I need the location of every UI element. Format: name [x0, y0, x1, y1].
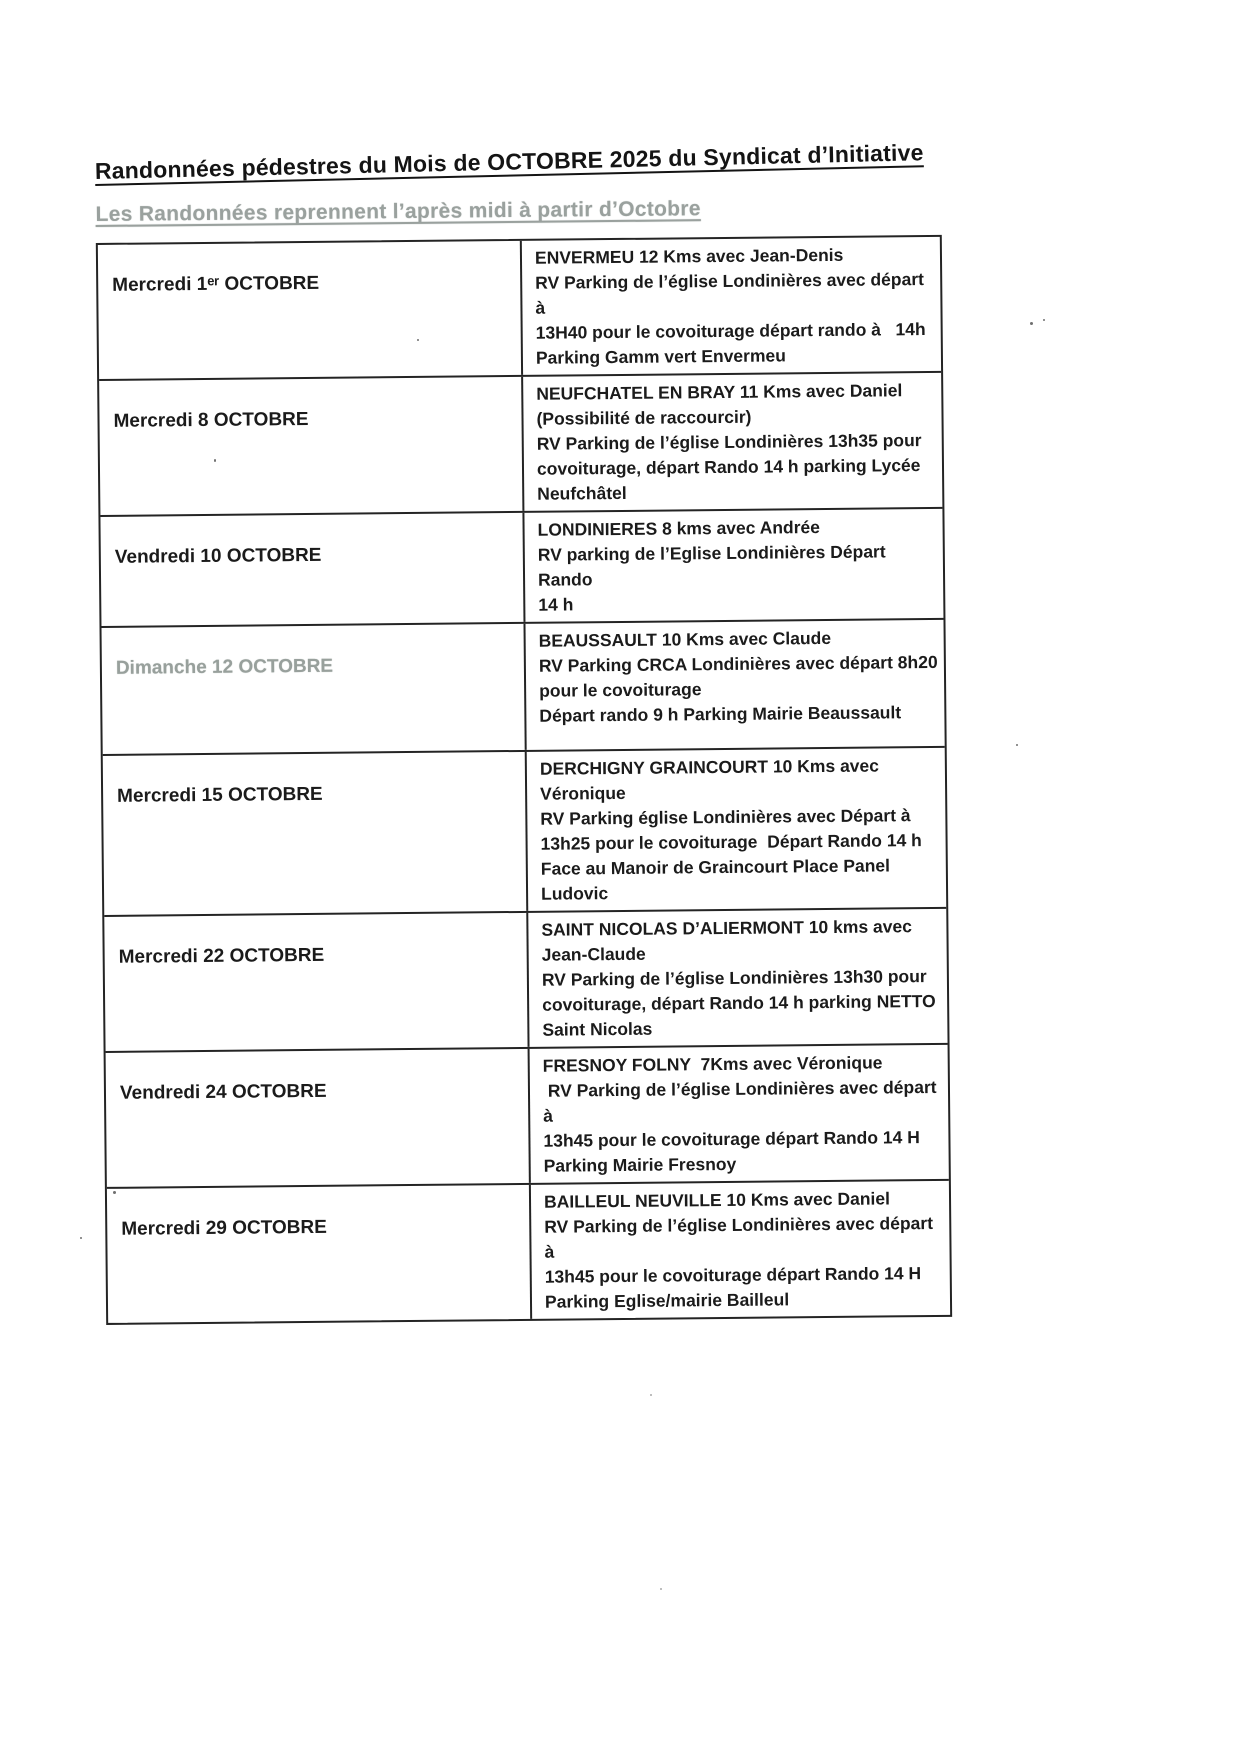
table-row	[103, 748, 947, 917]
scan-noise-dot	[113, 1191, 116, 1194]
table-row	[100, 509, 943, 628]
row-date: Mercredi 8 OCTOBRE	[99, 377, 524, 515]
row-date: Dimanche 12 OCTOBRE	[102, 624, 527, 754]
row-details: BEAUSSAULT 10 Kms avec Claude RV Parking CRCA Londinières avec départ 8h20 pour le covoiturage Départ rando 9 h Parking Mairie Beaussault	[538, 627, 938, 726]
row-date: Mercredi 1ᵉʳ OCTOBRE	[98, 241, 523, 379]
scan-noise-dot	[417, 339, 419, 341]
page-title: Randonnées pédestres du Mois de OCTOBRE 2025 du Syndicat d’Initiative	[94, 139, 924, 184]
row-date: Vendredi 10 OCTOBRE	[100, 513, 525, 626]
table-row	[102, 620, 945, 756]
table-row	[99, 373, 942, 517]
scan-noise-dot	[650, 1394, 652, 1396]
row-details: NEUFCHATEL EN BRAY 11 Kms avec Daniel (Possibilité de raccourcir) RV Parking de l’église Londinières 13h35 pour covoiturage, départ Rando 14 h parking Lycée Neufchâtel	[536, 380, 922, 504]
table-row	[98, 237, 941, 381]
row-details: LONDINIERES 8 kms avec Andrée RV parking de l’Eglise Londinières Départ Rando 14 h	[537, 517, 891, 615]
row-details: ENVERMEU 12 Kms avec Jean-Denis RV Parking de l’église Londinières avec départ à 13H40 pour le covoiturage départ rando à 14h Parking Gamm vert Envermeu	[534, 244, 929, 368]
row-date: Vendredi 24 OCTOBRE	[106, 1049, 531, 1187]
document-content	[94, 139, 956, 1325]
row-date: Mercredi 29 OCTOBRE	[107, 1185, 532, 1323]
page-subtitle: Les Randonnées reprennent l’après midi à partir d’Octobre	[95, 197, 701, 226]
scan-noise-dot	[1043, 319, 1045, 321]
scan-noise-dot	[80, 1237, 82, 1239]
row-date: Mercredi 22 OCTOBRE	[104, 913, 529, 1051]
scan-noise-dot	[1016, 744, 1018, 746]
scan-noise-dot	[660, 1588, 662, 1590]
row-details: SAINT NICOLAS D’ALIERMONT 10 kms avec Jean-Claude RV Parking de l’église Londinières 13h30 pour covoiturage, départ Rando 14 h parking NETTO Saint Nicolas	[541, 916, 936, 1040]
row-details: FRESNOY FOLNY 7Kms avec Véronique RV Parking de l’église Londinières avec départ à 13h45 pour le covoiturage départ Rando 14 H Parking Mairie Fresnoy	[542, 1052, 942, 1176]
scan-noise-dot	[214, 459, 216, 462]
row-date: Mercredi 15 OCTOBRE	[103, 752, 529, 915]
table-row	[107, 1181, 950, 1323]
row-details: BAILLEUL NEUVILLE 10 Kms avec Daniel RV Parking de l’église Londinières avec départ à 13h45 pour le covoiturage départ Rando 14 H Parking Eglise/mairie Bailleul	[543, 1188, 938, 1312]
table-row	[104, 909, 947, 1053]
table-row	[106, 1045, 949, 1189]
scan-noise-dot	[1030, 322, 1033, 325]
row-details: DERCHIGNY GRAINCOURT 10 Kms avec Véronique RV Parking église Londinières avec Départ à 13h25 pour le covoiturage Départ Rando 14 h Face au Manoir de Graincourt Place Panel Ludovic	[539, 755, 922, 904]
schedule-table	[96, 235, 952, 1325]
